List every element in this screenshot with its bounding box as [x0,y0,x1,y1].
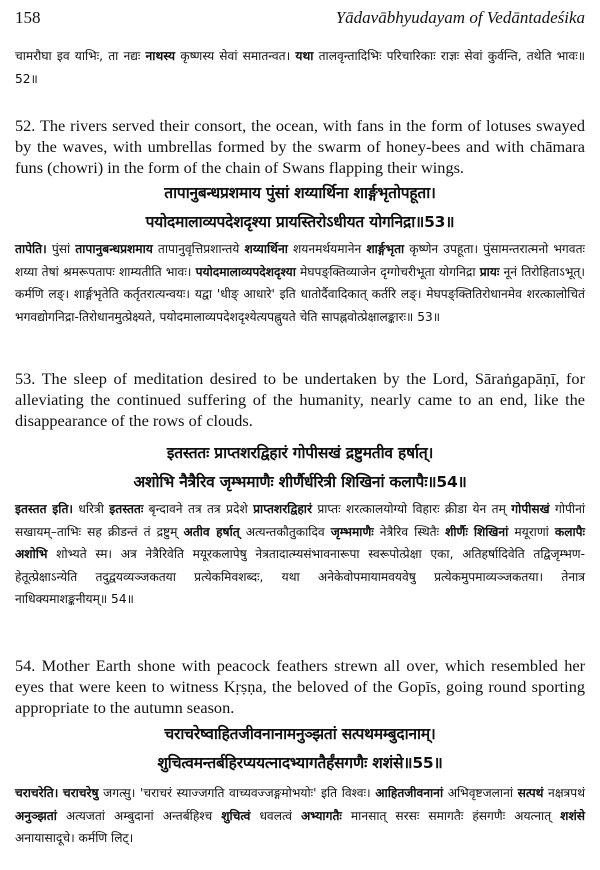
lemma-bold: अशोभि [15,547,48,561]
verse-53-line-1: तापानुबन्धप्रशमाय पुंसां शय्यार्थिना शार्ङ्गभृतोपहूता। [164,184,436,202]
gloss-text: धरित्री [73,502,110,516]
gloss-text: अत्यजतां अम्बुदानां अन्तर्बहिश्च [56,808,222,823]
gloss-text: मयूराणां [508,524,555,539]
lemma-bold: गोपीसखं [511,502,550,516]
commentary-continuation [15,45,585,90]
lemma-bold: इतस्ततः [109,502,144,516]
gloss-text: अनायासादूचे। कर्मणि लिट्। [15,831,134,845]
gloss-text: गोपीनां सखायम्–ताभिः सह क्रीडन्तं तं द्रष्टुम् [15,502,585,539]
lemma-bold: नाथस्य [145,49,176,63]
running-head [15,8,585,32]
gloss-text: शयनमर्थयमानेन [287,242,367,256]
lemma-bold: इतस्तत इति। [15,502,74,516]
lemma-bold: आहितजीवनानां [375,786,444,800]
gloss-text: चामरौघा इव याभिः, ता नद्यः [15,49,146,63]
lemma-bold: जृम्भमाणैः [330,524,374,539]
gloss-text: नेत्रैरिव स्थितैः [373,524,446,539]
lemma-bold: अभ्यागतैः [300,808,342,823]
translation-53: 53. The sleep of meditation desired to be undertaken by the Lord, Sāraṅgapāṇī, for alleviating the continued suffering of the humanity, nearly came to an end, like the disappearance of the rows of clouds. [15,369,585,430]
gloss-text: तालवृन्तादिभिः परिचारिकाः राज्ञः सेवां कुर्वन्ति, तथेति भावः॥52॥ [15,49,585,86]
lemma-bold: सत्पथं [517,786,544,800]
translation-52: 52. The rivers served their consort, the ocean, with fans in the form of lotuses swayed by the waves, with umbrellas formed by the swarm of honey-bees and with chāmara funs (chowri) in the form of the chain of Swans flapping their wings. [15,116,585,177]
page-number: 158 [15,8,41,27]
lemma-bold: शीर्णैः [445,524,468,539]
lemma-bold: अतीव हर्षात् [183,524,240,539]
verse-54-line-2: अशोभि नैत्रैरिव जृम्भमाणैः शीर्णैर्धरित्री शिखिनां कलापैः॥54॥ [133,473,467,491]
verse-55-line-1: चराचरेष्वाहितजीवनानामनुञ्झतां सत्पथमम्बुदानाम्। [164,725,436,743]
lemma-bold: चराचरेषु [62,786,99,800]
verse-54 [15,440,585,500]
lemma-bold: प्रायः [479,264,500,279]
lemma-bold: शुचित्वं [221,808,251,823]
lemma-bold: चराचरेति। [15,786,59,800]
translation-54: 54. Mother Earth shone with peacock feathers strewn all over, which resembled her eyes that were keen to witness Kṛṣṇa, the beloved of the Gopīs, going round sporting appropriate to the autumn season. [15,656,585,717]
verse-53-line-2: पयोदमालाव्यपदेशदृश्या प्रायस्तिरोऽधीयत योगनिद्रा॥53॥ [145,213,455,231]
gloss-text: प्राप्तः शरत्कालयोग्यो विहारः क्रीडा येन तम् [311,502,512,516]
commentary-55 [15,782,585,850]
gloss-text: नूनं तिरोहिताऽभूत्। कर्मणि लङ्। शार्ङ्गभृतेति कर्तृतरात्यन्वयः। यद्वा 'धीङ् आधारे' इति धातोर्दैवादिकात् कर्तरि लङ्। मेघपङ्क्तितिरोधानमेव शरत्कालोचितं भगवद्योगनिद्रा-तिरोधानमुत्प्रेक्ष्यते, पयोदमालाव्यपदेशदृश्येत्यपह्नुयते चेति सापह्नवोत्प्रेक्षालङ्कारः॥ 53॥ [15,264,585,324]
verse-54-line-1: इतस्ततः प्राप्तशरद्विहारं गोपीसखं द्रष्टुमतीव हर्षात्। [166,444,434,462]
verse-53 [15,180,585,240]
lemma-bold: कलापैः [554,524,585,539]
lemma-bold: शशंसे [560,808,585,823]
lemma-bold: प्राप्तशरद्विहारं [253,502,312,516]
gloss-text: अभिवृष्टजलानां [443,786,518,800]
commentary-53 [15,238,585,328]
lemma-bold: पयोदमालाव्यपदेशदृश्या [195,264,296,279]
lemma-bold: अनुञ्झतां [15,808,57,823]
lemma-bold: तापेति। [15,242,47,256]
gloss-text: अत्यन्तकौतुकादिव [239,524,331,539]
gloss-text: तापानुवृत्तिप्रशान्तये [152,242,245,256]
verse-55-line-2: शुचित्वमन्तर्बहिरप्ययत्नादभ्यागतैर्हंसगणैः शशंसे॥55॥ [157,754,443,772]
gloss-text: शोभ्यते स्म। अत्र नेत्रैरिवेति मयूरकलापेषु नेत्रतादात्म्यसंभावनारूपा स्वरूपोत्प्रेक्षा एका, अतिहर्षादिवेति तद्विजृम्भण-हेतूत्प्रेक्षाऽन्येति तदुद्वयव्यञ्जकतया प्रत्येकमिवशब्दः, यथा अनेकेवोपमायामवयवेषु प्रत्येकमुपमाव्यञ्जकतया। तेनात्र नाधिक्यमाशङ्कनीयम्॥ 54॥ [15,547,585,606]
gloss-text: मानसात् सरसः समागतैः हंसगणैः अयत्नात् [341,808,561,823]
lemma-bold: शय्यार्थिना [244,242,288,256]
commentary-54 [15,498,585,611]
lemma-bold: तापानुबन्धप्रशमाय [75,242,153,256]
gloss-text: बृन्दावने तत्र तत्र प्रदेशे [143,502,254,516]
lemma-bold: यथा [295,49,314,63]
gloss-text: मेघपङ्क्तिव्याजेन दृग्गोचरीभूता योगनिद्रा [295,264,480,279]
lemma-bold: शिखिनां [473,524,509,539]
verse-55 [15,721,585,781]
running-title: Yādavābhyudayam of Vedāntadeśika [335,8,585,27]
gloss-text: कृष्णस्य सेवां समातन्वत। [175,49,296,63]
gloss-text: पुंसां [46,242,76,256]
gloss-text: धवलत्वं [250,808,301,823]
gloss-text: नक्षत्रपथं [543,786,585,800]
gloss-text: कृष्णेन उपहूता। पुंसामन्तरात्मनो भगवतः शय्या तेषां श्रमरूपतापः शाम्यतीति भावः। [15,242,585,279]
lemma-bold: शार्ङ्गभृता [366,242,405,256]
gloss-text: जगत्सु। 'चराचरं स्याज्जगति वाच्यवज्जङ्गमोभयोः' इति विश्वः। [98,786,376,800]
